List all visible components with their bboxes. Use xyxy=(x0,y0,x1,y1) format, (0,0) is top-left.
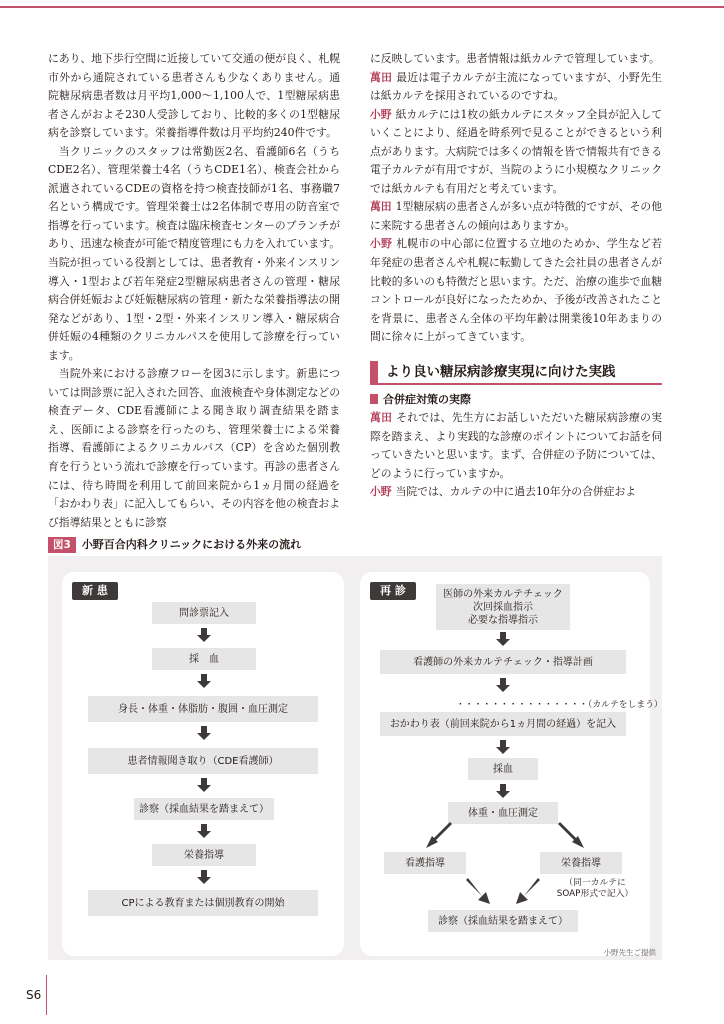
dialogue-text: 最近は電子カルテが主流になっていますが、小野先生は紙カルテを採用されているのですね。 xyxy=(370,70,663,103)
subsection-title: 合併症対策の実際 xyxy=(383,392,471,406)
return-patient-tag: 再 診 xyxy=(370,582,416,600)
speaker-name: 小野 xyxy=(370,485,392,499)
dialogue-text: 1型糖尿病の患者さんが多い点が特徴的ですが、その他に来院する患者さんの傾向はありますか。 xyxy=(370,200,662,232)
dialogue-1 xyxy=(370,69,662,106)
dialogue-text: 紙カルテには1枚の紙カルテにスタッフ全員が記入していくことにより、経過を時系列で見ることができるという利点があります。大病院では多くの情報を皆で情報共有できる電子カルテが有用ですが、当院のように小規模なクリニックでは紙カルテも有用だと考えています。 xyxy=(370,107,662,195)
flow-step: 看護師の外来カルテチェック・指導計画 xyxy=(380,650,626,674)
right-column xyxy=(370,50,662,502)
speaker-name: 小野 xyxy=(370,107,392,121)
flow-step-line: 医師の外来カルテチェック xyxy=(443,588,563,600)
subsection-heading xyxy=(370,391,662,410)
return-patient-panel xyxy=(360,572,663,956)
page-number: S6 xyxy=(26,988,42,1002)
arrow-down-icon xyxy=(197,674,211,688)
flow-step-line: 次回採血指示 xyxy=(473,601,533,613)
right-paragraph-1: に反映しています。患者情報は紙カルテで管理しています。 xyxy=(370,52,660,65)
arrow-down-icon xyxy=(496,678,510,692)
new-patient-tag: 新 患 xyxy=(72,582,118,600)
speaker-name: 萬田 xyxy=(370,411,393,425)
arrow-down-right-icon xyxy=(464,878,492,906)
left-paragraph-1: にあり、地下歩行空間に近接していて交通の便が良く、札幌市外から通院されている患者さんも少なくありません。通院糖尿病患者数は月平均1,000～1,100人で、1型糖尿病患者さんがおよそ230人受診しており、比較的多くの1型糖尿病を診察しています。栄養指導件数は月平均約240件です。 xyxy=(48,52,340,140)
flow-step-line: 必要な指導指示 xyxy=(468,614,538,626)
figure-credit: 小野先生ご提供 xyxy=(603,948,656,957)
dialogue-5 xyxy=(370,409,662,483)
flow-step: 栄養指導 xyxy=(152,844,256,866)
dialogue-6 xyxy=(370,483,662,502)
arrow-down-icon xyxy=(197,824,211,838)
flow-step: 患者情報聞き取り（CDE看護師） xyxy=(88,748,318,774)
top-rule xyxy=(0,6,724,8)
soap-note xyxy=(542,878,648,900)
flow-step: 体重・血圧測定 xyxy=(448,802,558,824)
dialogue-3 xyxy=(370,198,662,235)
arrow-down-icon xyxy=(197,628,211,642)
arrow-down-icon xyxy=(197,726,211,740)
chart-note: ・・・・・・・・・・・・・・・（カルテをしまう） xyxy=(456,700,663,710)
flow-step: 看護指導 xyxy=(384,852,466,874)
speaker-name: 萬田 xyxy=(370,70,393,84)
flow-step: おかわり表（前回来院から1ヵ月間の経過）を記入 xyxy=(380,712,626,736)
left-column xyxy=(48,50,340,532)
speaker-name: 萬田 xyxy=(370,200,392,214)
left-paragraph-2: 当クリニックのスタッフは常勤医2名、看護師6名（うちCDE2名）、管理栄養士4名（うちCDE1名）、検査会社から派遣されているCDEの資格を持つ検査技師が1名、事務職7名という構成です。管理栄養士は2名体制で専用の防音室で指導を行っています。検査は臨床検査センターのブランチがあり、迅速な検査が可能で精度管理にも力を入れています。当院が担っている役割としては、患者教育・外来インスリン導入・1型および若年発症2型糖尿病患者さんの管理・糖尿病合併妊娠および妊娠糖尿病の管理・新たな栄養指導法の開発などがあり、1型・2型・外来インスリン導入・糖尿病合併妊娠の4種類のクリニカルパスを使用して診療を行っています。 xyxy=(48,144,340,362)
flow-step: CPによる教育または個別教育の開始 xyxy=(88,890,318,916)
figure-title: 小野百合内科クリニックにおける外来の流れ xyxy=(81,538,302,551)
flow-step: 採血 xyxy=(468,758,538,780)
section-title: より良い糖尿病診療実現に向けた実践 xyxy=(386,363,616,380)
arrow-down-left-icon xyxy=(514,878,542,906)
flow-step: 診察（採血結果を踏まえて） xyxy=(134,798,274,820)
arrow-down-icon xyxy=(496,740,510,754)
dialogue-2 xyxy=(370,106,662,199)
dialogue-text: 当院では、カルテの中に過去10年分の合併症およ xyxy=(395,485,637,499)
soap-note-line: SOAP形式で記入） xyxy=(556,889,634,899)
figure-box xyxy=(48,556,662,960)
square-bullet-icon xyxy=(370,394,378,404)
speaker-name: 小野 xyxy=(370,237,393,251)
arrow-down-icon xyxy=(197,778,211,792)
flow-step: 身長・体重・体脂肪・腹囲・血圧測定 xyxy=(88,696,318,722)
flow-step: 採 血 xyxy=(152,648,256,670)
arrow-down-icon xyxy=(496,784,510,798)
figure-label: 図3 xyxy=(48,537,76,553)
arrow-down-right-icon xyxy=(556,820,586,850)
figure-caption xyxy=(48,537,301,553)
section-heading xyxy=(370,361,662,385)
page-rule xyxy=(46,975,47,1015)
arrow-down-left-icon xyxy=(424,820,454,850)
dialogue-4 xyxy=(370,235,662,346)
arrow-down-icon xyxy=(197,870,211,884)
flow-step-doctor-check xyxy=(436,584,570,630)
left-paragraph-3: 当院外来における診療フローを図3に示します。新患については問診票に記入された回答、血液検査や身体測定などの検査データ、CDE看護師による聞き取り調査結果を踏まえ、医師による診察を行ったのち、管理栄養士による栄養指導、看護師によるクリニカルパス（CP）を含めた個別教育を行うという流れで診療を行っています。再診の患者さんには、待ち時間を利用して前回来院から1ヵ月間の経過を「おかわり表」に記入してもらい、その内容を他の検査および指導結果とともに診察 xyxy=(48,367,340,529)
new-patient-panel xyxy=(62,572,344,956)
flow-step: 問診票記入 xyxy=(152,602,256,624)
dialogue-text: それでは、先生方にお話しいただいた糖尿病診療の実際を踏まえ、より実践的な診療のポイントについてお話を伺っていきたいと思います。まず、合併症の予防については、どのように行っていますか。 xyxy=(370,411,663,480)
soap-note-line: （同一カルテに xyxy=(564,878,626,888)
flow-step: 栄養指導 xyxy=(540,852,622,874)
arrow-down-icon xyxy=(496,632,510,646)
dialogue-text: 札幌市の中心部に位置する立地のためか、学生など若年発症の患者さんや札幌に転勤してきた会社員の患者さんが比較的多いのも特徴だと思います。ただ、治療の進歩で血糖コントロールが良好になったためか、予後が改善されたことを背景に、患者さん全体の平均年齢は開業後10年あまりの間に徐々に上がってきています。 xyxy=(370,237,663,344)
flow-step: 診察（採血結果を踏まえて） xyxy=(428,910,578,932)
